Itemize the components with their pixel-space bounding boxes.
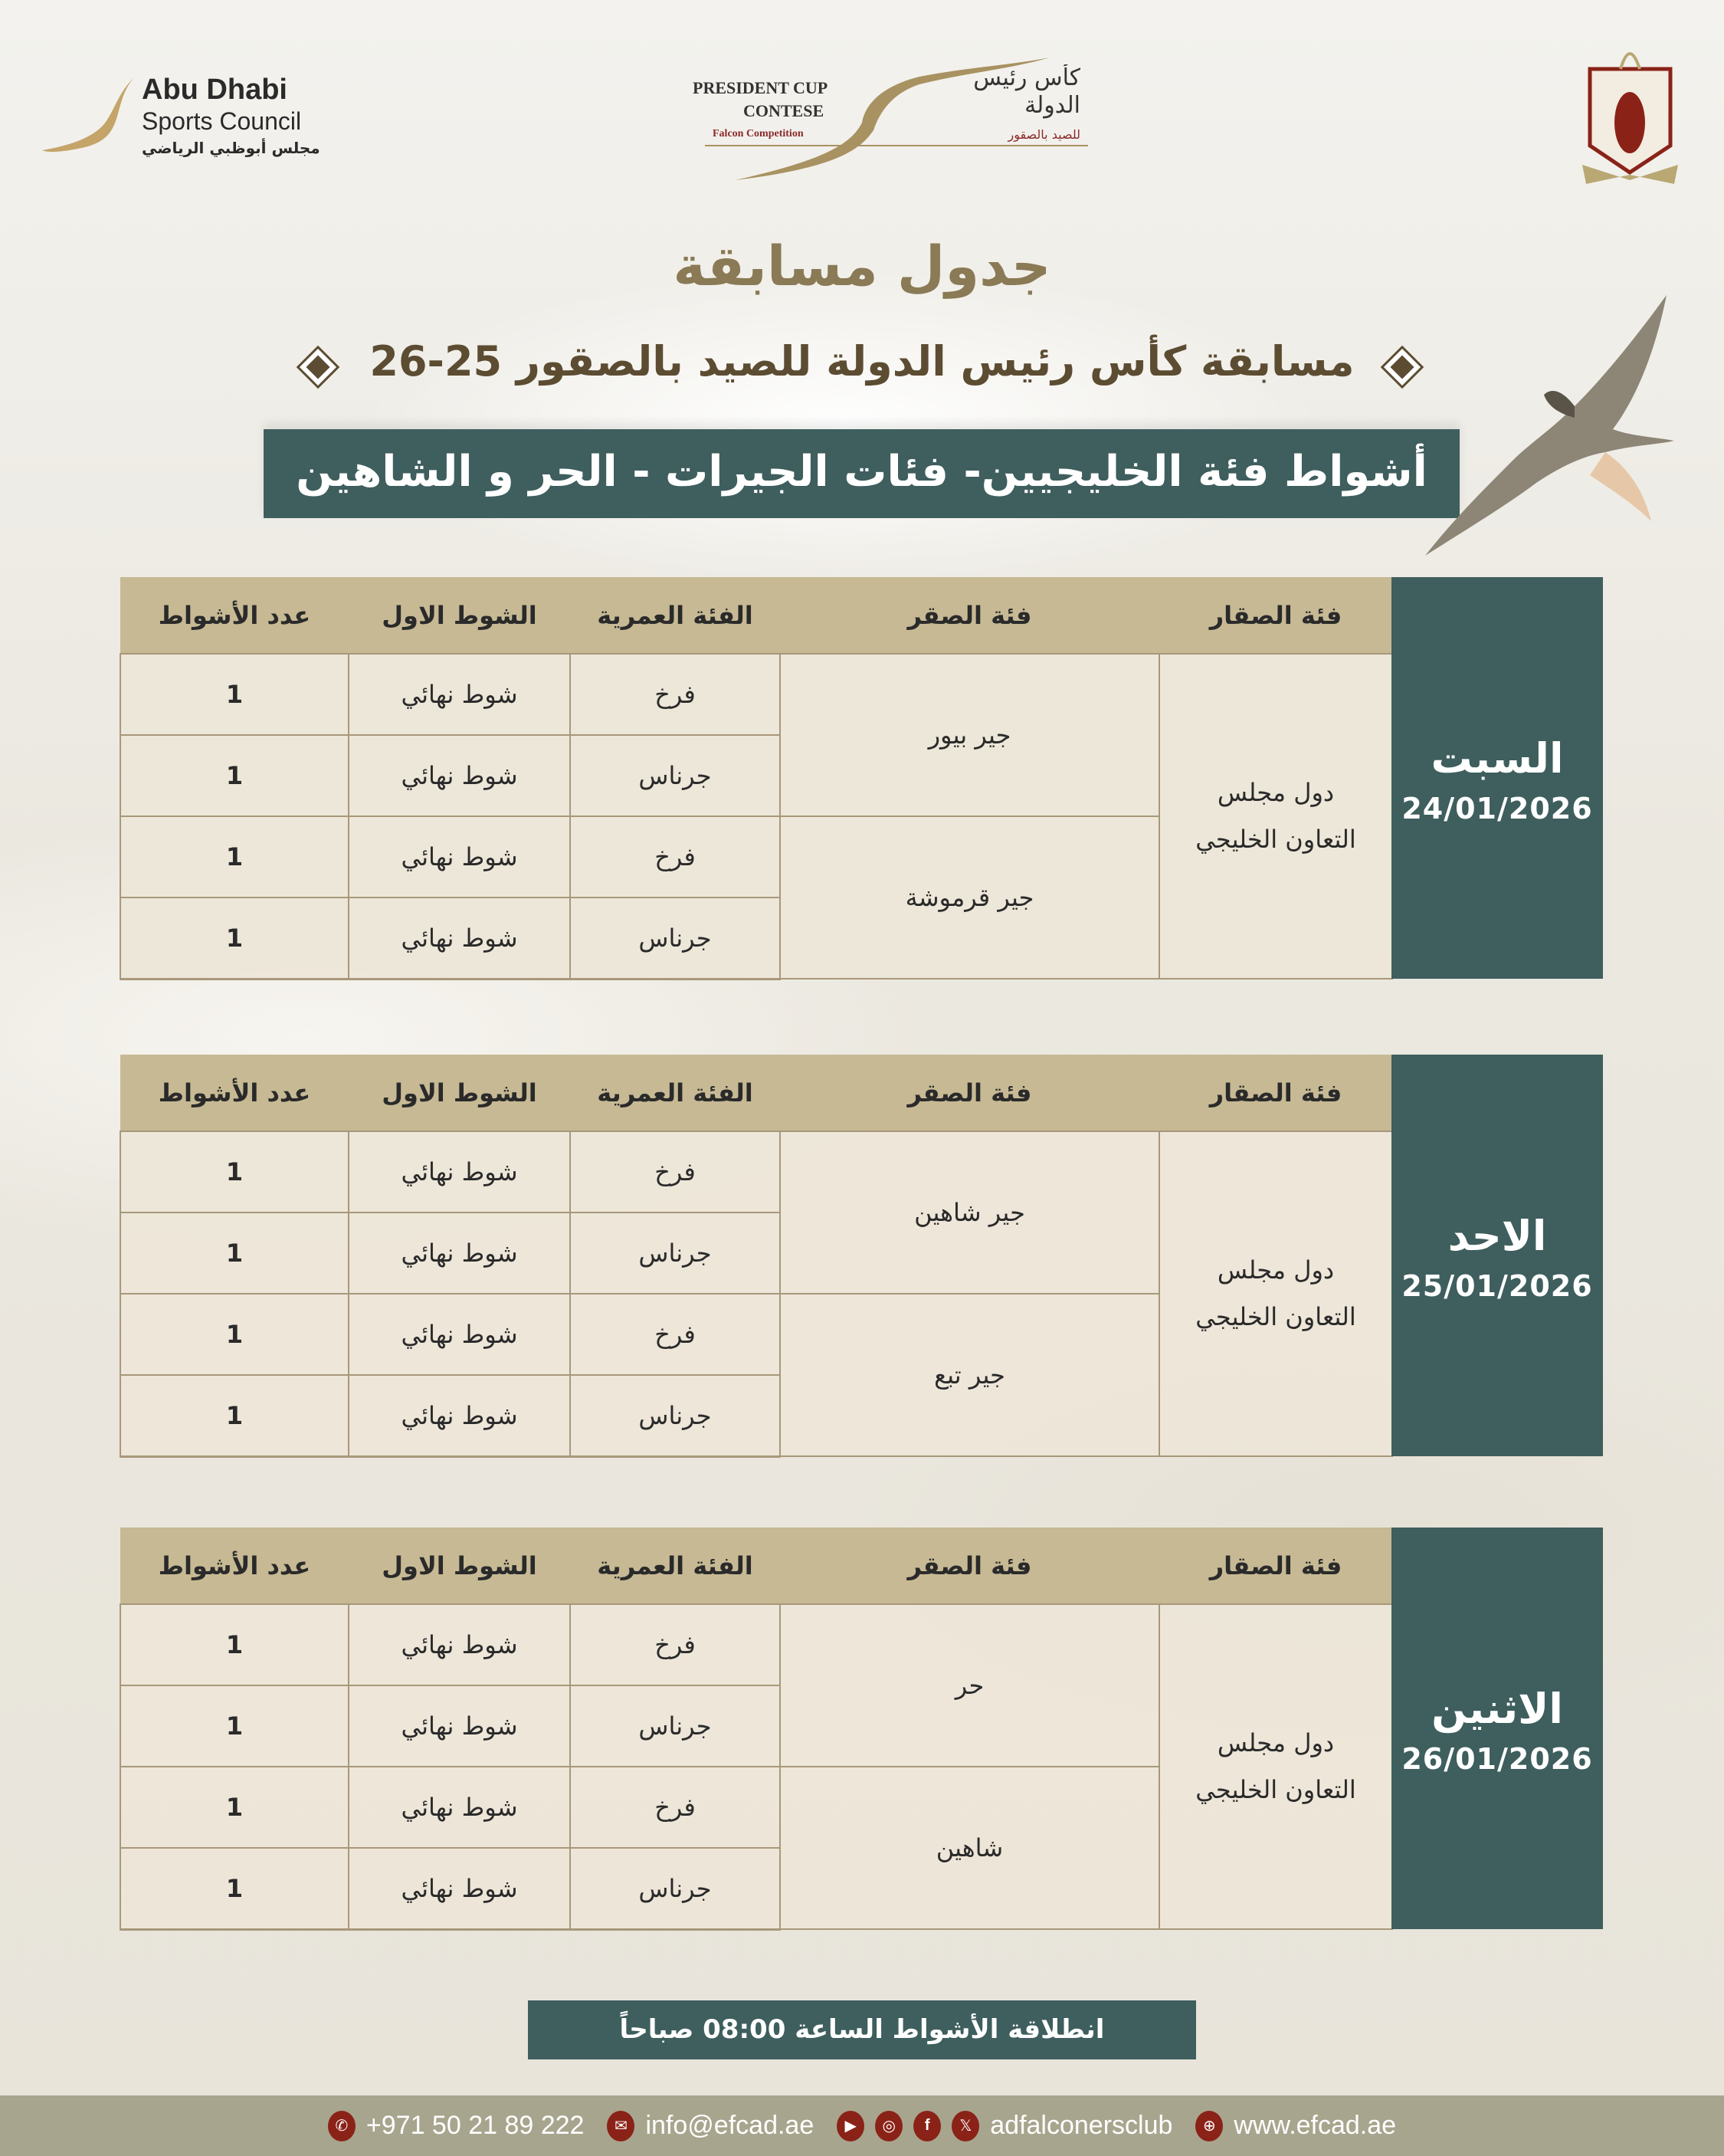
- age-category-cell: جرناس: [570, 1848, 780, 1929]
- phone-number[interactable]: +971 50 21 89 222: [365, 2111, 585, 2140]
- logo-text: PRESIDENT CUP: [693, 78, 828, 97]
- logo-text: Sports Council: [142, 107, 302, 135]
- round-count-cell: 1: [120, 816, 349, 898]
- round-count-cell: 1: [120, 1213, 349, 1294]
- first-round-cell: شوط نهائي: [349, 654, 570, 735]
- first-round-cell: شوط نهائي: [349, 1375, 570, 1456]
- column-header: عدد الأشواط: [120, 1528, 349, 1604]
- round-count-cell: 1: [120, 1375, 349, 1456]
- first-round-cell: شوط نهائي: [349, 1604, 570, 1685]
- footer-contact-bar: [0, 2095, 1724, 2156]
- youtube-icon[interactable]: ▶: [837, 2111, 864, 2141]
- president-cup-logo: [690, 54, 1103, 192]
- falcon-category-cell: جير قرموشة: [780, 816, 1159, 979]
- day-name: الاثنين: [1431, 1685, 1563, 1733]
- schedule-day-3: [120, 1528, 1603, 1929]
- first-round-cell: شوط نهائي: [349, 1685, 570, 1767]
- column-header: الشوط الاول: [349, 1055, 570, 1131]
- first-round-cell: شوط نهائي: [349, 1767, 570, 1848]
- column-header: الشوط الاول: [349, 577, 570, 654]
- table-row: [120, 654, 1392, 735]
- date-box: [1391, 1528, 1603, 1929]
- age-category-cell: جرناس: [570, 1685, 780, 1767]
- facebook-icon[interactable]: f: [913, 2111, 941, 2141]
- schedule-table: [120, 577, 1393, 980]
- header-row: [120, 1528, 1392, 1604]
- falconer-category-cell: دول مجلس التعاون الخليجي: [1159, 1131, 1392, 1456]
- first-round-cell: شوط نهائي: [349, 1213, 570, 1294]
- falcon-category-cell: حر: [780, 1604, 1159, 1767]
- falcon-category-cell: شاهين: [780, 1767, 1159, 1929]
- instagram-icon[interactable]: ◎: [875, 2111, 903, 2141]
- header-row: [120, 577, 1392, 654]
- column-header: فئة الصقار: [1159, 1528, 1392, 1604]
- x-icon[interactable]: 𝕏: [952, 2111, 979, 2141]
- social-handle[interactable]: adfalconersclub: [990, 2111, 1173, 2140]
- falconer-category-cell: دول مجلس التعاون الخليجي: [1159, 1604, 1392, 1929]
- round-count-cell: 1: [120, 1131, 349, 1213]
- schedule-day-1: [120, 577, 1603, 979]
- column-header: فئة الصقر: [780, 577, 1159, 654]
- logo-text: Abu Dhabi: [142, 74, 287, 106]
- globe-icon[interactable]: ⊕: [1195, 2111, 1223, 2141]
- first-round-cell: شوط نهائي: [349, 1848, 570, 1929]
- abu-dhabi-sports-council-logo: [42, 74, 320, 164]
- age-category-cell: جرناس: [570, 898, 780, 979]
- start-time-note: انطلاقة الأشواط الساعة 08:00 صباحاً: [528, 2000, 1196, 2059]
- website-link[interactable]: www.efcad.ae: [1234, 2111, 1397, 2140]
- age-category-cell: جرناس: [570, 1213, 780, 1294]
- schedule-table: [120, 1528, 1393, 1931]
- email-link[interactable]: info@efcad.ae: [645, 2111, 814, 2140]
- falcon-category-cell: جير تبع: [780, 1294, 1159, 1456]
- first-round-cell: شوط نهائي: [349, 898, 570, 979]
- column-header: فئة الصقر: [780, 1055, 1159, 1131]
- date-box: [1391, 1055, 1603, 1456]
- feather-logo-icon: [42, 74, 142, 158]
- column-header: عدد الأشواط: [120, 577, 349, 654]
- page-title: جدول مسابقة: [673, 234, 1051, 298]
- column-header: الفئة العمرية: [570, 1528, 780, 1604]
- age-category-cell: فرخ: [570, 1294, 780, 1375]
- falcon-category-cell: جير شاهين: [780, 1131, 1159, 1294]
- round-count-cell: 1: [120, 654, 349, 735]
- round-count-cell: 1: [120, 735, 349, 816]
- subtitle: مسابقة كأس رئيس الدولة للصيد بالصقور 25-26: [369, 337, 1355, 386]
- column-header: الفئة العمرية: [570, 1055, 780, 1131]
- age-category-cell: فرخ: [570, 1131, 780, 1213]
- logo-text: مجلس أبوظبي الرياضي: [142, 139, 320, 157]
- column-header: فئة الصقار: [1159, 577, 1392, 654]
- first-round-cell: شوط نهائي: [349, 1131, 570, 1213]
- age-category-cell: فرخ: [570, 816, 780, 898]
- column-header: فئة الصقر: [780, 1528, 1159, 1604]
- column-header: الفئة العمرية: [570, 577, 780, 654]
- round-count-cell: 1: [120, 1604, 349, 1685]
- club-shield-icon: [1578, 38, 1682, 188]
- column-header: عدد الأشواط: [120, 1055, 349, 1131]
- age-category-cell: فرخ: [570, 1767, 780, 1848]
- age-category-cell: جرناس: [570, 735, 780, 816]
- schedule-day-2: [120, 1055, 1603, 1456]
- first-round-cell: شوط نهائي: [349, 1294, 570, 1375]
- first-round-cell: شوط نهائي: [349, 735, 570, 816]
- age-category-cell: جرناس: [570, 1375, 780, 1456]
- round-count-cell: 1: [120, 1685, 349, 1767]
- age-category-cell: فرخ: [570, 654, 780, 735]
- age-category-cell: فرخ: [570, 1604, 780, 1685]
- whatsapp-icon[interactable]: ✆: [328, 2111, 356, 2141]
- falconer-category-cell: دول مجلس التعاون الخليجي: [1159, 654, 1392, 979]
- table-row: [120, 1604, 1392, 1685]
- logo-text: Falcon Competition: [713, 128, 804, 139]
- date: 24/01/2026: [1401, 792, 1593, 825]
- schedule-table: [120, 1055, 1393, 1458]
- column-header: الشوط الاول: [349, 1528, 570, 1604]
- day-name: الاحد: [1447, 1212, 1547, 1260]
- round-count-cell: 1: [120, 1848, 349, 1929]
- date: 26/01/2026: [1401, 1742, 1593, 1776]
- first-round-cell: شوط نهائي: [349, 816, 570, 898]
- falconers-club-logo: [1578, 38, 1682, 188]
- email-icon[interactable]: ✉: [607, 2111, 634, 2141]
- logo-text: للصيد بالصقور: [1008, 127, 1080, 142]
- logo-text: CONTESE: [743, 101, 824, 120]
- day-name: السبت: [1431, 734, 1564, 783]
- column-header: فئة الصقار: [1159, 1055, 1392, 1131]
- falcon-illustration-icon: [1421, 291, 1674, 560]
- table-row: [120, 1131, 1392, 1213]
- round-count-cell: 1: [120, 898, 349, 979]
- round-count-cell: 1: [120, 1767, 349, 1848]
- date-box: [1391, 577, 1603, 979]
- round-count-cell: 1: [120, 1294, 349, 1375]
- category-banner: أشواط فئة الخليجيين- فئات الجيرات - الحر و الشاهين: [264, 429, 1460, 518]
- date: 25/01/2026: [1401, 1269, 1593, 1303]
- falcon-category-cell: جير بيور: [780, 654, 1159, 816]
- header-row: [120, 1055, 1392, 1131]
- logo-text: كأس رئيس الدولة: [973, 64, 1080, 119]
